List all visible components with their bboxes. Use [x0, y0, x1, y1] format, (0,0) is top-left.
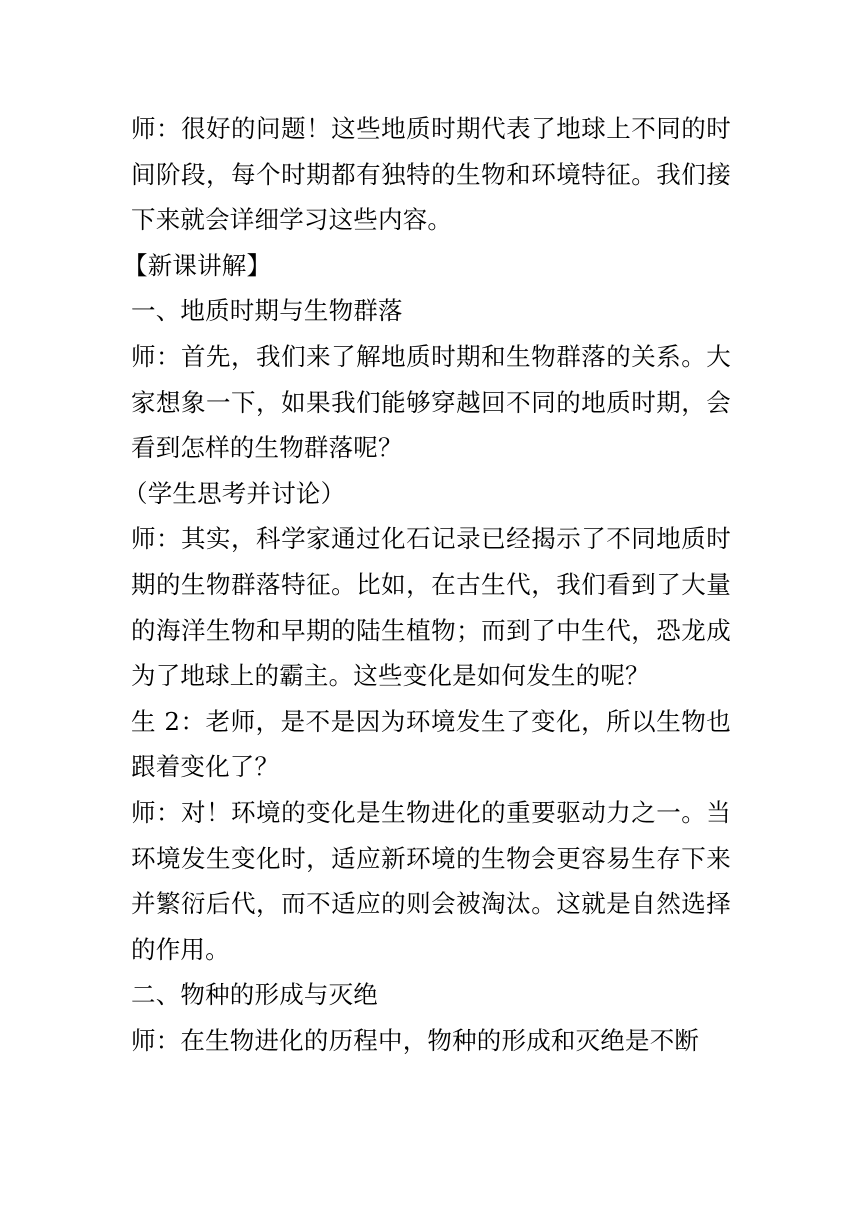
teacher-dialogue-paragraph: 师：首先，我们来了解地质时期和生物群落的关系。大家想象一下，如果我们能够穿越回不同的地质时期，会看到怎样的生物群落呢？ [131, 341, 731, 463]
teacher-dialogue-paragraph: 师：很好的问题！这些地质时期代表了地球上不同的时间阶段，每个时期都有独特的生物和环境特征。我们接下来就会详细学习这些内容。 [131, 114, 731, 235]
document-body [123, 106, 731, 1063]
teacher-dialogue-paragraph: 师：对！环境的变化是生物进化的重要驱动力之一。当环境发生变化时，适应新环境的生物会更容易生存下来并繁衍后代，而不适应的则会被淘汰。这就是自然选择的作用。 [131, 797, 731, 964]
teacher-dialogue-paragraph: 师：在生物进化的历程中，物种的形成和灭绝是不断 [131, 1025, 700, 1055]
section-heading-speciation-extinction: 二、物种的形成与灭绝 [131, 980, 378, 1010]
section-heading-geologic-periods: 一、地质时期与生物群落 [131, 296, 403, 326]
teacher-dialogue-paragraph: 师：其实，科学家通过化石记录已经揭示了不同地质时期的生物群落特征。比如，在古生代，我们看到了大量的海洋生物和早期的陆生植物；而到了中生代，恐龙成为了地球上的霸主。这些变化是如何发生的呢？ [131, 524, 731, 691]
stage-note-students-discuss: （学生思考并讨论） [123, 478, 346, 508]
section-marker-new-lesson: 【新课讲解】 [123, 250, 272, 280]
student-dialogue-paragraph: 生 2：老师，是不是因为环境发生了变化，所以生物也跟着变化了？ [131, 706, 731, 782]
